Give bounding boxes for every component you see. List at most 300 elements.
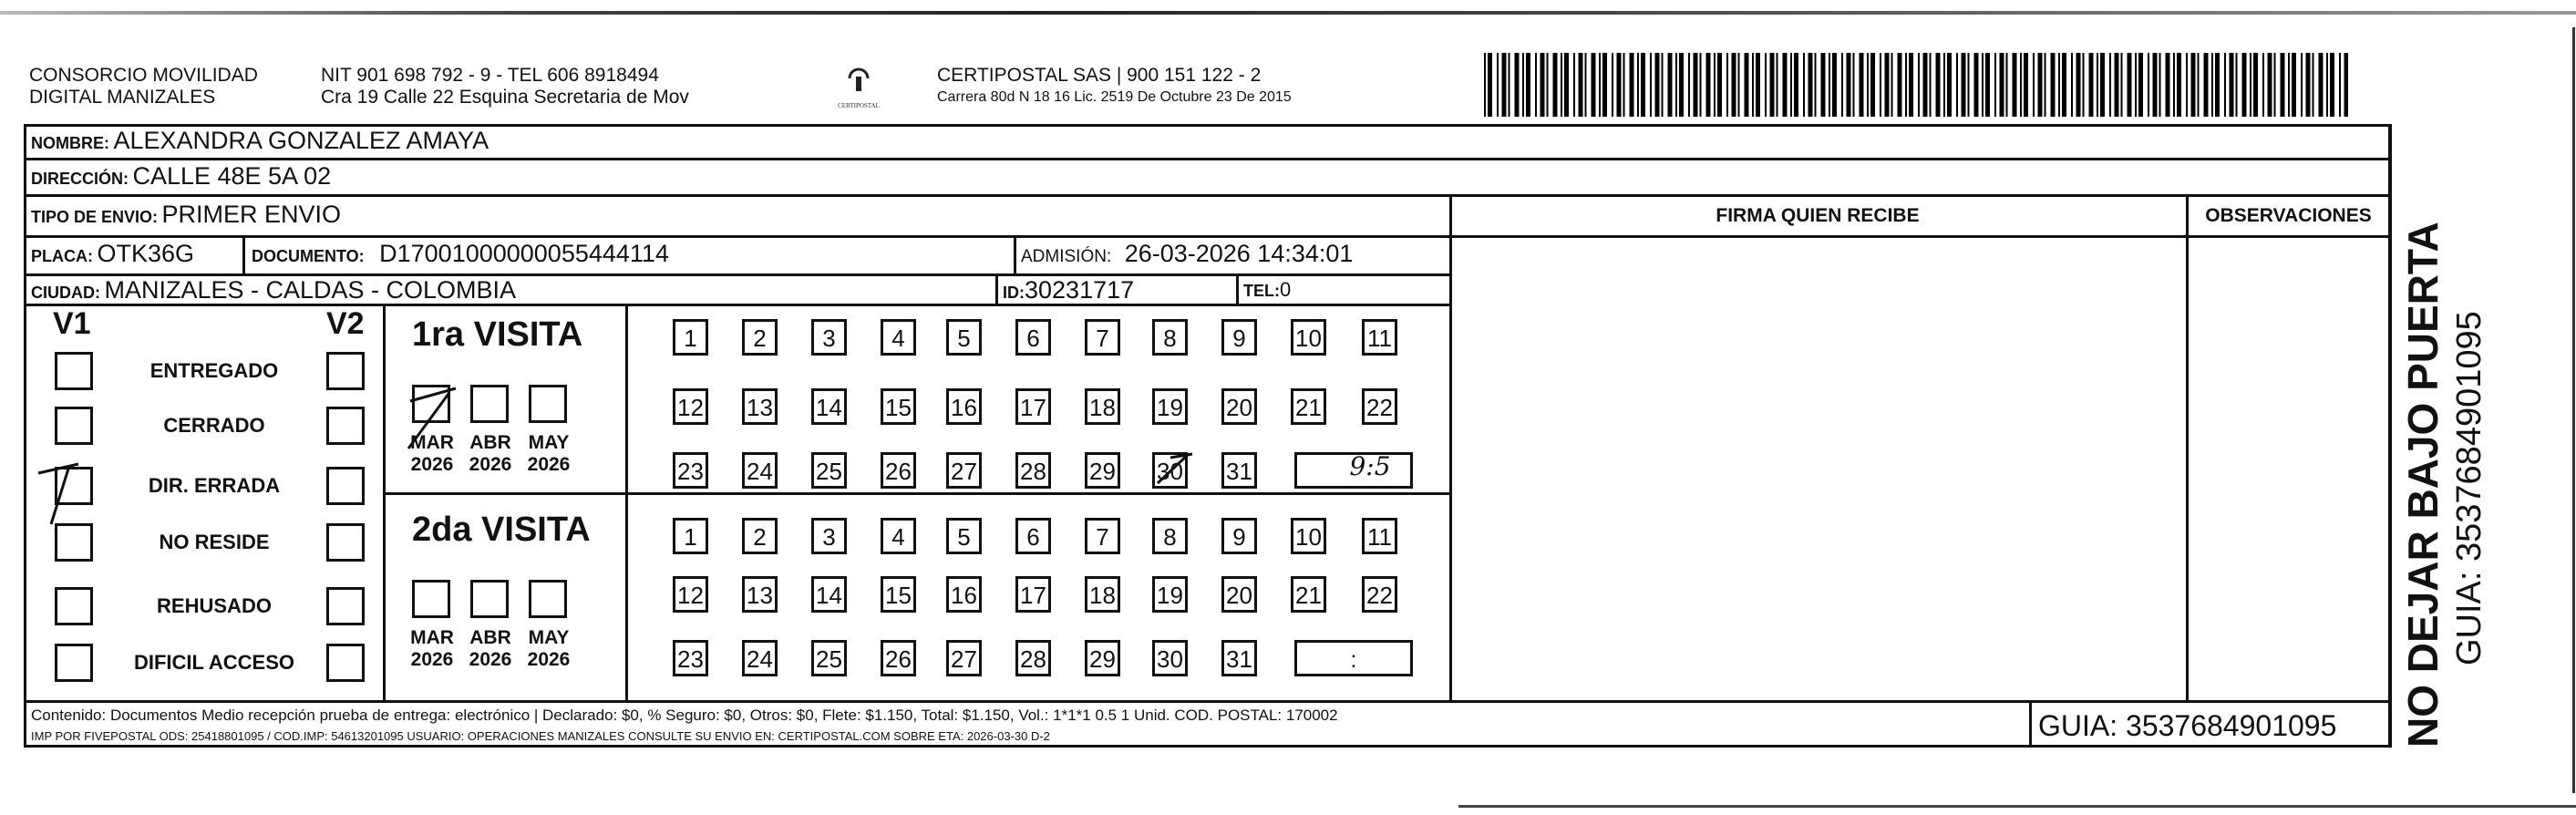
month-label: ABR <box>469 432 511 453</box>
second-visit-title: 2da VISITA <box>412 511 591 549</box>
barcode-bar <box>2089 53 2094 117</box>
nombre-row <box>31 127 489 155</box>
barcode-bar <box>1509 53 1510 117</box>
barcode-bar <box>1650 53 1652 117</box>
day-box[interactable]: 14 <box>811 576 847 613</box>
barcode-bar <box>1526 53 1530 117</box>
barcode-bar <box>2020 53 2022 117</box>
barcode-bar <box>2326 53 2328 117</box>
side-guia: GUIA: 3537684901095 <box>2450 311 2488 665</box>
month-label: MAR <box>410 432 454 453</box>
barcode-bar <box>1821 53 1826 117</box>
barcode-bar <box>1867 53 1869 117</box>
barcode-bar <box>1923 53 1928 117</box>
barcode-bar <box>1564 53 1569 117</box>
day-box[interactable]: 25 <box>811 640 847 676</box>
row-divider <box>383 492 1451 495</box>
barcode-bar <box>2204 53 2209 117</box>
day-box[interactable]: 13 <box>742 388 778 425</box>
barcode-bar <box>2242 53 2247 117</box>
barcode-bar <box>1612 53 1613 117</box>
barcode-bar <box>2306 53 2311 117</box>
barcode-bar <box>1706 53 1711 117</box>
barcode-bar <box>1717 53 1722 117</box>
barcode-bar <box>1815 53 1817 117</box>
day-box[interactable]: 20 <box>1221 576 1257 613</box>
barcode-bar <box>1756 53 1760 117</box>
cell-divider <box>1236 276 1239 305</box>
day-box[interactable]: 18 <box>1085 388 1120 425</box>
day-box[interactable]: 28 <box>1015 452 1051 489</box>
barcode-bar <box>1808 53 1813 117</box>
footer-contenido: Contenido: Documentos Medio recepción prueba de entrega: electrónico | Declarado: $0, % Seguro: $0, Otros: $0, Flete: $1.150, Total: $1.150, Vol.: 1*1*1 0.5 1 Unid. COD. POSTAL: 170002 <box>31 707 1338 724</box>
barcode-bar <box>2100 53 2105 117</box>
year-label: 2026 <box>527 649 571 670</box>
barcode-bar <box>1777 53 1778 117</box>
barcode-bar <box>2274 53 2276 117</box>
barcode-bar <box>2339 53 2341 117</box>
status-label: NO RESIDE <box>159 531 270 553</box>
barcode-bar <box>2253 53 2258 117</box>
barcode-bar <box>2230 53 2234 117</box>
day-box[interactable]: 23 <box>673 640 708 676</box>
v2-checkbox[interactable] <box>326 407 365 445</box>
tel-value: 0 <box>1280 278 1292 301</box>
barcode-bar <box>1947 53 1952 117</box>
day-box[interactable]: 8 <box>1152 319 1188 356</box>
day-box[interactable]: 18 <box>1085 576 1120 613</box>
admision-label: ADMISIÓN: <box>1021 247 1112 266</box>
barcode-bar <box>2045 53 2046 117</box>
side-text <box>2397 128 2525 748</box>
day-box[interactable]: 22 <box>1362 388 1397 425</box>
day-box[interactable]: 22 <box>1362 576 1397 613</box>
barcode-bar <box>2281 53 2285 117</box>
barcode-bar <box>2191 53 2196 117</box>
day-box[interactable]: 4 <box>881 518 916 554</box>
barcode-bar <box>1847 53 1851 117</box>
barcode-bar <box>2288 53 2290 117</box>
handwritten-check-mar <box>401 374 483 456</box>
month-checkbox[interactable] <box>529 385 567 423</box>
sender-nit: NIT 901 698 792 - 9 - TEL 606 8918494 <box>321 65 659 86</box>
v2-checkbox[interactable] <box>326 587 365 625</box>
sender-address: Cra 19 Calle 22 Esquina Secretaria de Mov <box>321 87 689 108</box>
day-box[interactable]: 30 <box>1152 452 1188 489</box>
v2-checkbox[interactable] <box>326 352 365 390</box>
barcode-bar <box>1522 53 1524 117</box>
barcode-bar <box>1765 53 1767 117</box>
barcode-bar <box>1790 53 1792 117</box>
tipo-value: PRIMER ENVIO <box>161 201 342 228</box>
admision-cell <box>1021 240 1353 268</box>
barcode-bar <box>2236 53 2238 117</box>
day-box[interactable]: 27 <box>946 640 982 676</box>
barcode-bar <box>2033 53 2035 117</box>
courier-name: CERTIPOSTAL SAS | 900 151 122 - 2 <box>937 65 1262 86</box>
status-label: DIFICIL ACCESO <box>133 651 294 674</box>
day-box[interactable]: 28 <box>1015 640 1051 676</box>
barcode-bar <box>1803 53 1805 117</box>
barcode-bar <box>1726 53 1728 117</box>
year-label: 2026 <box>469 454 512 475</box>
day-box[interactable]: 26 <box>881 640 916 676</box>
barcode-bar <box>1714 53 1716 117</box>
day-box[interactable]: 16 <box>946 576 982 613</box>
status-label: REHUSADO <box>157 594 272 617</box>
day-box[interactable]: 16 <box>946 388 982 425</box>
barcode-bar <box>2097 53 2098 117</box>
status-label: CERRADO <box>163 414 265 437</box>
barcode-bar <box>2250 53 2251 117</box>
barcode-bar <box>1547 53 1549 117</box>
barcode-bar <box>2058 53 2060 117</box>
day-box[interactable]: 29 <box>1085 640 1120 676</box>
barcode-bar <box>2224 53 2226 117</box>
firma-header: FIRMA QUIEN RECIBE <box>1716 205 1920 226</box>
tel-label: TEL: <box>1243 282 1280 300</box>
month-checkbox[interactable] <box>470 580 509 618</box>
id-label: ID: <box>1003 284 1025 302</box>
barcode-bar <box>2000 53 2004 117</box>
day-box[interactable]: 21 <box>1291 576 1326 613</box>
day-box[interactable]: 10 <box>1291 319 1326 356</box>
day-box[interactable]: 6 <box>1015 319 1051 356</box>
barcode-bar <box>1675 53 1677 117</box>
barcode-bar <box>1637 53 1639 117</box>
barcode-bar <box>1783 53 1788 117</box>
barcode-bar <box>1930 53 1932 117</box>
v1-checkbox[interactable] <box>55 352 93 390</box>
day-box[interactable]: 26 <box>881 452 916 489</box>
barcode-bar <box>2024 53 2028 117</box>
barcode-bar <box>1841 53 1843 117</box>
year-label: 2026 <box>469 649 512 670</box>
day-box[interactable]: 9 <box>1221 319 1257 356</box>
barcode-bar <box>1484 53 1486 117</box>
barcode-bar <box>2166 53 2170 117</box>
barcode-bar <box>1962 53 1966 117</box>
year-label: 2026 <box>527 454 571 475</box>
sender-name-2: DIGITAL MANIZALES <box>29 87 216 108</box>
v2-checkbox[interactable] <box>326 644 365 682</box>
day-box[interactable]: 24 <box>742 452 778 489</box>
barcode <box>1484 53 2348 117</box>
barcode-bar <box>2138 53 2143 117</box>
day-box[interactable]: 25 <box>811 452 847 489</box>
day-box[interactable]: 14 <box>811 388 847 425</box>
v2-label: V2 <box>326 306 365 341</box>
day-box[interactable]: 20 <box>1221 388 1257 425</box>
col-divider <box>2029 703 2032 748</box>
barcode-bar <box>1573 53 1575 117</box>
barcode-bar <box>1502 53 1507 117</box>
scan-edge-right <box>2572 27 2575 793</box>
barcode-bar <box>1602 53 1607 117</box>
ciudad-value: MANIZALES - CALDAS - COLOMBIA <box>104 276 517 304</box>
barcode-bar <box>1579 53 1583 117</box>
barcode-bar <box>2153 53 2158 117</box>
barcode-bar <box>2198 53 2200 117</box>
day-box[interactable]: 9 <box>1221 518 1257 554</box>
no-dejar-bajo-puerta: NO DEJAR BAJO PUERTA <box>2399 222 2447 748</box>
documento-label: DOCUMENTO: <box>252 247 365 265</box>
cell-divider <box>1014 238 1016 275</box>
day-box[interactable]: 4 <box>881 319 916 356</box>
id-value: 30231717 <box>1025 276 1135 304</box>
day-box[interactable]: 3 <box>811 518 847 554</box>
day-box[interactable]: 21 <box>1291 388 1326 425</box>
barcode-bar <box>2215 53 2220 117</box>
col-divider <box>383 306 386 702</box>
barcode-bar <box>1668 53 1673 117</box>
barcode-bar <box>2148 53 2149 117</box>
barcode-bar <box>1853 53 1855 117</box>
v1-checkbox[interactable] <box>55 587 93 625</box>
month-label: MAY <box>528 432 570 453</box>
documento-value: D17001000000055444114 <box>379 240 669 267</box>
barcode-bar <box>2211 53 2213 117</box>
barcode-bar <box>1617 53 1622 117</box>
barcode-bar <box>2301 53 2303 117</box>
direccion-label: DIRECCIÓN: <box>31 170 129 188</box>
barcode-bar <box>1630 53 1634 117</box>
cell-divider <box>995 276 998 305</box>
status-label: ENTREGADO <box>149 359 279 382</box>
day-box[interactable]: 2 <box>742 319 778 356</box>
col-divider <box>2186 197 2189 702</box>
day-box[interactable]: 13 <box>742 576 778 613</box>
row-divider <box>24 235 2392 238</box>
v1-checkbox[interactable] <box>55 644 93 682</box>
month-checkbox[interactable] <box>529 580 567 618</box>
barcode-bar <box>2173 53 2175 117</box>
barcode-bar <box>2319 53 2324 117</box>
barcode-bar <box>1745 53 1749 117</box>
barcode-bar <box>2013 53 2017 117</box>
barcode-bar <box>1623 53 1625 117</box>
barcode-bar <box>1738 53 1740 117</box>
footer-imp: IMP POR FIVEPOSTAL ODS: 25418801095 / COD.IMP: 54613201095 USUARIO: OPERACIONES MANIZALES CONSULTE SU ENVIO EN: CERTIPOSTAL.COM SOBRE ETA: 2026-03-30 D-2 <box>31 729 1050 743</box>
barcode-bar <box>2109 53 2111 117</box>
barcode-bar <box>1540 53 1545 117</box>
year-label: 2026 <box>410 649 454 670</box>
barcode-bar <box>1655 53 1660 117</box>
barcode-bar <box>1688 53 1690 117</box>
direccion-value: CALLE 48E 5A 02 <box>132 162 332 190</box>
barcode-bar <box>2038 53 2043 117</box>
barcode-bar <box>2062 53 2066 117</box>
month-checkbox[interactable] <box>412 580 450 618</box>
logo-text: CERTIPOSTAL <box>838 102 880 109</box>
day-box[interactable]: 23 <box>673 452 708 489</box>
barcode-bar <box>1535 53 1537 117</box>
month-label: ABR <box>469 627 511 648</box>
handwritten-check-dir-errada <box>33 460 97 533</box>
day-box[interactable]: 7 <box>1085 518 1120 554</box>
year-label: 2026 <box>410 454 454 475</box>
placa-value: OTK36G <box>97 240 194 267</box>
placa-cell <box>31 240 194 268</box>
sender-name-1: CONSORCIO MOVILIDAD <box>29 65 258 86</box>
handwritten-mark-30 <box>1152 447 1198 492</box>
barcode-bar <box>1885 53 1890 117</box>
barcode-bar <box>2006 53 2008 117</box>
day-box[interactable]: 30 <box>1152 640 1188 676</box>
day-box[interactable]: 15 <box>881 576 916 613</box>
row-divider <box>24 158 2392 160</box>
barcode-bar <box>2076 53 2081 117</box>
v1-label: V1 <box>53 306 91 341</box>
day-box[interactable]: 7 <box>1085 319 1120 356</box>
day-box[interactable]: 17 <box>1015 576 1051 613</box>
day-box[interactable]: 19 <box>1152 576 1188 613</box>
courier-address: Carrera 80d N 18 16 Lic. 2519 De Octubre 23 De 2015 <box>937 89 1292 105</box>
barcode-bar <box>1679 53 1684 117</box>
barcode-bar <box>1794 53 1798 117</box>
day-box[interactable]: 15 <box>881 388 916 425</box>
barcode-bar <box>1585 53 1587 117</box>
tipo-row <box>31 201 341 229</box>
barcode-bar <box>1936 53 1941 117</box>
day-box[interactable]: 5 <box>946 319 982 356</box>
nombre-label: NOMBRE: <box>31 134 109 152</box>
barcode-bar <box>1488 53 1492 117</box>
day-box[interactable]: 3 <box>811 319 847 356</box>
barcode-bar <box>1497 53 1499 117</box>
barcode-bar <box>2262 53 2264 117</box>
day-box[interactable]: 10 <box>1291 518 1326 554</box>
v1-checkbox[interactable] <box>55 407 93 445</box>
barcode-bar <box>2186 53 2188 117</box>
scan-edge-top <box>0 11 2576 15</box>
col-divider <box>2388 124 2391 748</box>
day-box[interactable]: 6 <box>1015 518 1051 554</box>
col-divider <box>1449 197 1452 702</box>
barcode-bar <box>2121 53 2123 117</box>
observaciones-header: OBSERVACIONES <box>2205 205 2372 226</box>
day-box[interactable]: 29 <box>1085 452 1120 489</box>
month-label: MAR <box>410 627 454 648</box>
time-field[interactable]: : <box>1294 640 1413 676</box>
certipostal-logo <box>831 62 886 111</box>
barcode-bar <box>2344 53 2349 117</box>
barcode-bar <box>2330 53 2334 117</box>
barcode-bar <box>1891 53 1893 117</box>
barcode-bar <box>1515 53 1520 117</box>
day-box[interactable]: 1 <box>673 319 708 356</box>
barcode-bar <box>1943 53 1945 117</box>
day-box[interactable]: 27 <box>946 452 982 489</box>
barcode-bar <box>1982 53 1984 117</box>
scan-edge-bottom <box>1458 805 2576 808</box>
nombre-value: ALEXANDRA GONZALEZ AMAYA <box>113 127 489 154</box>
barcode-bar <box>1641 53 1645 117</box>
tipo-label: TIPO DE ENVIO: <box>31 208 159 226</box>
barcode-bar <box>1592 53 1596 117</box>
barcode-bar <box>1599 53 1601 117</box>
day-box[interactable]: 12 <box>673 576 708 613</box>
placa-label: PLACA: <box>31 247 93 265</box>
day-box[interactable]: 24 <box>742 640 778 676</box>
tel-cell <box>1243 278 1291 302</box>
day-box[interactable]: 31 <box>1221 640 1257 676</box>
barcode-bar <box>1732 53 1736 117</box>
col-divider <box>625 306 628 702</box>
barcode-bar <box>1909 53 1913 117</box>
month-label: MAY <box>528 627 570 648</box>
barcode-bar <box>1880 53 1881 117</box>
barcode-bar <box>1968 53 1970 117</box>
barcode-bar <box>1770 53 1775 117</box>
barcode-bar <box>1694 53 1698 117</box>
barcode-bar <box>1700 53 1702 117</box>
day-box[interactable]: 19 <box>1152 388 1188 425</box>
barcode-bar <box>2177 53 2181 117</box>
day-box[interactable]: 8 <box>1152 518 1188 554</box>
barcode-bar <box>1956 53 1958 117</box>
day-box[interactable]: 5 <box>946 518 982 554</box>
v2-checkbox[interactable] <box>326 523 365 562</box>
barcode-bar <box>1870 53 1875 117</box>
barcode-bar <box>2071 53 2073 117</box>
day-box[interactable]: 17 <box>1015 388 1051 425</box>
row-divider <box>24 700 2392 703</box>
barcode-bar <box>1860 53 1864 117</box>
barcode-bar <box>1898 53 1902 117</box>
cell-divider <box>242 238 245 275</box>
ciudad-label: CIUDAD: <box>31 284 100 302</box>
status-label: DIR. ERRADA <box>148 474 281 497</box>
day-box[interactable]: 12 <box>673 388 708 425</box>
day-box[interactable]: 31 <box>1221 452 1257 489</box>
footer-guia: GUIA: 3537684901095 <box>2038 709 2337 742</box>
admision-value: 26-03-2026 14:34:01 <box>1124 240 1354 267</box>
barcode-bar <box>2135 53 2137 117</box>
barcode-bar <box>2313 53 2314 117</box>
barcode-bar <box>1985 53 1990 117</box>
handwritten-time: 9:5 <box>1349 451 1391 481</box>
barcode-bar <box>1561 53 1562 117</box>
direccion-row <box>31 162 331 191</box>
v2-checkbox[interactable] <box>326 467 365 505</box>
barcode-bar <box>2159 53 2161 117</box>
barcode-bar <box>2268 53 2272 117</box>
barcode-bar <box>2083 53 2085 117</box>
barcode-bar <box>1905 53 1907 117</box>
barcode-bar <box>2292 53 2296 117</box>
barcode-bar <box>1974 53 1979 117</box>
day-box[interactable]: 2 <box>742 518 778 554</box>
barcode-bar <box>1553 53 1558 117</box>
day-box[interactable]: 11 <box>1362 319 1397 356</box>
barcode-bar <box>2051 53 2056 117</box>
barcode-bar <box>1918 53 1920 117</box>
barcode-bar <box>1994 53 1996 117</box>
first-visit-title: 1ra VISITA <box>412 315 583 354</box>
barcode-bar <box>1829 53 1830 117</box>
id-cell <box>1003 276 1134 304</box>
day-box[interactable]: 1 <box>673 518 708 554</box>
barcode-bar <box>1752 53 1754 117</box>
barcode-bar <box>2115 53 2119 117</box>
barcode-bar <box>1832 53 1837 117</box>
barcode-bar <box>1662 53 1664 117</box>
documento-cell <box>252 240 669 268</box>
day-box[interactable]: 11 <box>1362 518 1397 554</box>
ciudad-cell <box>31 276 516 304</box>
barcode-bar <box>2128 53 2132 117</box>
